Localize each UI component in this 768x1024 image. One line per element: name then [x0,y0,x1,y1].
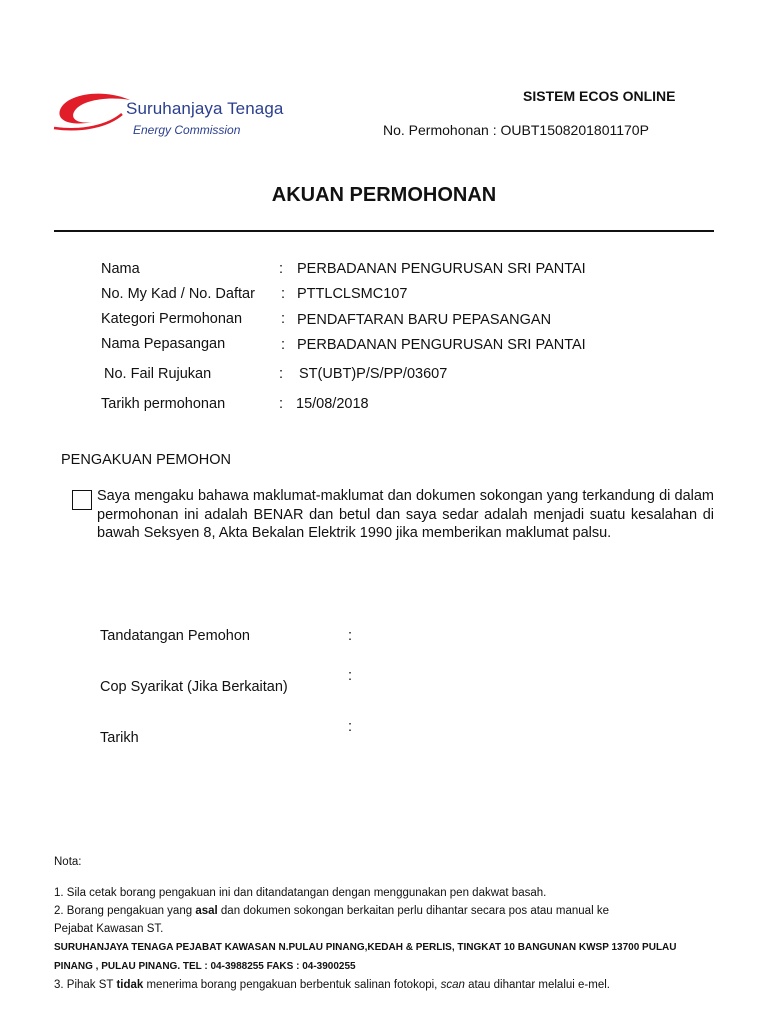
date-label: Tarikh [100,730,139,746]
field-value-kategori: PENDAFTARAN BARU PEPASANGAN [297,312,552,328]
note-3-italic: scan [440,979,465,991]
title-divider [54,230,714,232]
field-colon: : [279,261,284,277]
note-2-emphasis: asal [195,905,218,917]
system-title: SISTEM ECOS ONLINE [523,88,676,104]
field-label-tarikh-permohonan: Tarikh permohonan [101,396,226,412]
application-number [383,122,649,138]
page-title: AKUAN PERMOHONAN [271,184,497,206]
note-2-part: 2. Borang pengakuan yang [54,905,196,917]
declaration-text: Saya mengaku bahawa maklumat-maklumat dan dokumen sokongan yang terkandung di dalam permohonan ini adalah BENAR dan betul dan saya sedar adalah menjadi suatu kesalahan di bawah Seksyen 8, Akta Bekalan Elektrik 1990 jika memberikan maklumat palsu. [97,488,714,541]
field-colon: : [279,366,284,382]
field-value-mykad: PTTLCLSMC107 [297,286,408,302]
field-colon: : [281,311,286,327]
field-value-nama-pepasangan: PERBADANAN PENGURUSAN SRI PANTAI [297,337,586,353]
company-stamp-colon: : [348,668,353,684]
signature-colon: : [348,628,353,644]
note-1: 1. Sila cetak borang pengakuan ini dan ditandatangan dengan menggunakan pen dakwat basah. [54,887,547,899]
note-3-emphasis: tidak [116,979,144,991]
note-3-part: menerima borang pengakuan berbentuk salinan fotokopi, [143,979,441,991]
field-value-fail-rujukan: ST(UBT)P/S/PP/03607 [299,366,448,382]
field-value-tarikh-permohonan: 15/08/2018 [296,396,369,412]
note-3-part: atau dihantar melalui e-mel. [464,979,610,991]
declaration-checkbox[interactable] [72,490,92,510]
signature-label: Tandatangan Pemohon [100,628,250,644]
note-2-part: dan dokumen sokongan berkaitan perlu dihantar secara pos atau manual ke [217,905,609,917]
field-value-nama: PERBADANAN PENGURUSAN SRI PANTAI [297,261,586,277]
note-3-part: 3. Pihak ST [54,979,117,991]
logo-name: Suruhanjaya Tenaga [126,99,284,118]
office-address-line-1: SURUHANJAYA TENAGA PEJABAT KAWASAN N.PULAU PINANG,KEDAH & PERLIS, TINGKAT 10 BANGUNAN KWSP 13700 PULAU [54,942,677,953]
field-label-fail-rujukan: No. Fail Rujukan [104,366,212,382]
declaration-heading: PENGAKUAN PEMOHON [61,452,231,468]
note-2-continued: Pejabat Kawasan ST. [54,923,164,935]
field-label-nama-pepasangan: Nama Pepasangan [101,336,226,352]
date-colon: : [348,719,353,735]
logo-subtitle: Energy Commission [133,123,241,137]
application-number-label: No. Permohonan : [383,122,497,138]
field-label-mykad: No. My Kad / No. Daftar [101,286,255,302]
note-3 [54,979,714,991]
company-stamp-label: Cop Syarikat (Jika Berkaitan) [100,679,288,695]
notes-heading: Nota: [54,856,82,868]
field-label-nama: Nama [101,261,140,277]
field-colon: : [279,396,284,412]
field-colon: : [281,337,286,353]
application-number-value: OUBT1508201801170P [500,122,649,138]
field-label-kategori: Kategori Permohonan [101,311,243,327]
field-colon: : [281,286,286,302]
office-address-line-2: PINANG , PULAU PINANG. TEL : 04-3988255 FAKS : 04-3900255 [54,961,356,972]
note-2 [54,905,609,917]
